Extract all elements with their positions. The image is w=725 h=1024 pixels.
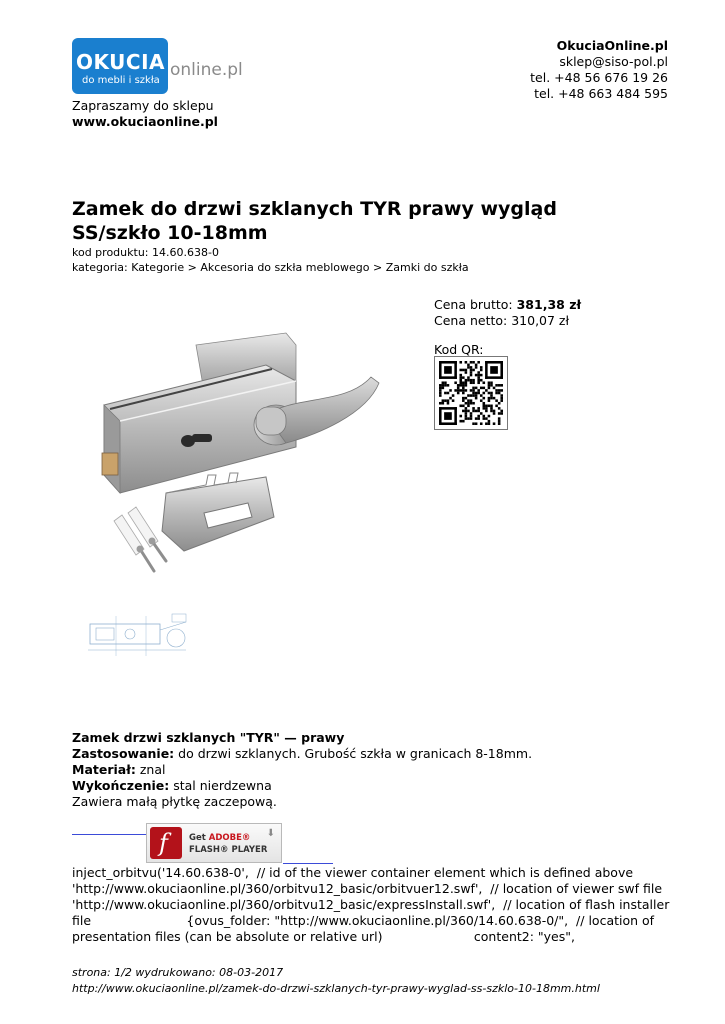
finish-value: stal nierdzewna xyxy=(169,778,272,793)
product-meta xyxy=(72,245,469,275)
price-gross-value: 381,38 zł xyxy=(516,297,582,312)
page-footer xyxy=(72,965,600,997)
footer-page-info: strona: 1/2 wydrukowano: 08-03-2017 xyxy=(72,966,284,979)
flash-badge-line-2: FLASH® PLAYER xyxy=(189,845,268,855)
description-finish xyxy=(72,778,672,794)
price-block xyxy=(434,297,581,329)
logo-sub-text: do mebli i szkła xyxy=(82,75,160,86)
shop-name: OkuciaOnline.pl xyxy=(556,38,668,53)
description-extra: Zawiera małą płytkę zaczepową. xyxy=(72,794,277,809)
finish-label: Wykończenie: xyxy=(72,778,170,793)
qr-code xyxy=(434,356,508,430)
usage-label: Zastosowanie: xyxy=(72,746,175,761)
contact-phone-2: tel. +48 663 484 595 xyxy=(534,86,668,101)
price-gross-line xyxy=(434,297,581,313)
flash-link-underline-right xyxy=(283,863,333,864)
product-code: kod produktu: 14.60.638-0 xyxy=(72,246,219,259)
product-description xyxy=(72,730,672,810)
welcome-text: Zapraszamy do sklepu xyxy=(72,98,214,113)
get-flash-player-button[interactable] xyxy=(146,823,282,863)
description-heading: Zamek drzwi szklanych "TYR" — prawy xyxy=(72,730,345,745)
contact-phone-1: tel. +48 56 676 19 26 xyxy=(530,70,668,85)
qr-label: Kod QR: xyxy=(434,342,484,357)
description-usage xyxy=(72,746,672,762)
technical-drawing-thumbnail[interactable] xyxy=(86,610,190,662)
usage-value: do drzwi szklanych. Grubość szkła w granicach 8-18mm. xyxy=(174,746,533,761)
price-gross-label: Cena brutto: xyxy=(434,297,517,312)
material-label: Materiał: xyxy=(72,762,136,777)
site-logo[interactable] xyxy=(72,38,242,96)
material-value: znal xyxy=(135,762,166,777)
embed-script-text: inject_orbitvu('14.60.638-0', // id of the viewer container element which is defined above 'http://www.okuciaonline.pl/360/orbitvu12_basic/orbitvuer12.swf', // location of viewer swf file 'http://www.okuciaonline.pl/360/orbitvu12_basic/expressInstall.swf', // location of flash installer file {ovus_folder: "http://www.okuciaonline.pl/360/14.60.638-0/", // location of presentation files (can be absolute or relative url) content2: "yes", xyxy=(72,865,670,944)
flash-badge-line-1: Get ADOBE® xyxy=(189,833,251,843)
product-title: Zamek do drzwi szklanych TYR prawy wygląd SS/szkło 10-18mm xyxy=(72,198,557,244)
contact-block xyxy=(530,38,668,102)
product-image xyxy=(96,325,396,575)
welcome-block xyxy=(72,98,218,130)
flash-link-underline-left xyxy=(72,834,146,835)
contact-email[interactable]: sklep@siso-pol.pl xyxy=(559,54,668,69)
price-net-line: Cena netto: 310,07 zł xyxy=(434,313,570,328)
logo-main-text: OKUCIA xyxy=(76,50,165,74)
download-arrow-icon: ⬇ xyxy=(266,828,275,839)
flash-icon: f xyxy=(150,827,182,859)
welcome-url-link[interactable]: www.okuciaonline.pl xyxy=(72,114,218,129)
qr-code-pattern xyxy=(439,361,503,425)
footer-url[interactable]: http://www.okuciaonline.pl/zamek-do-drzwi-szklanych-tyr-prawy-wyglad-ss-szklo-10-18mm.html xyxy=(72,982,600,995)
description-material xyxy=(72,762,672,778)
product-category-breadcrumb: kategoria: Kategorie > Akcesoria do szkła meblowego > Zamki do szkła xyxy=(72,261,469,274)
logo-suffix-text: online.pl xyxy=(170,60,243,80)
